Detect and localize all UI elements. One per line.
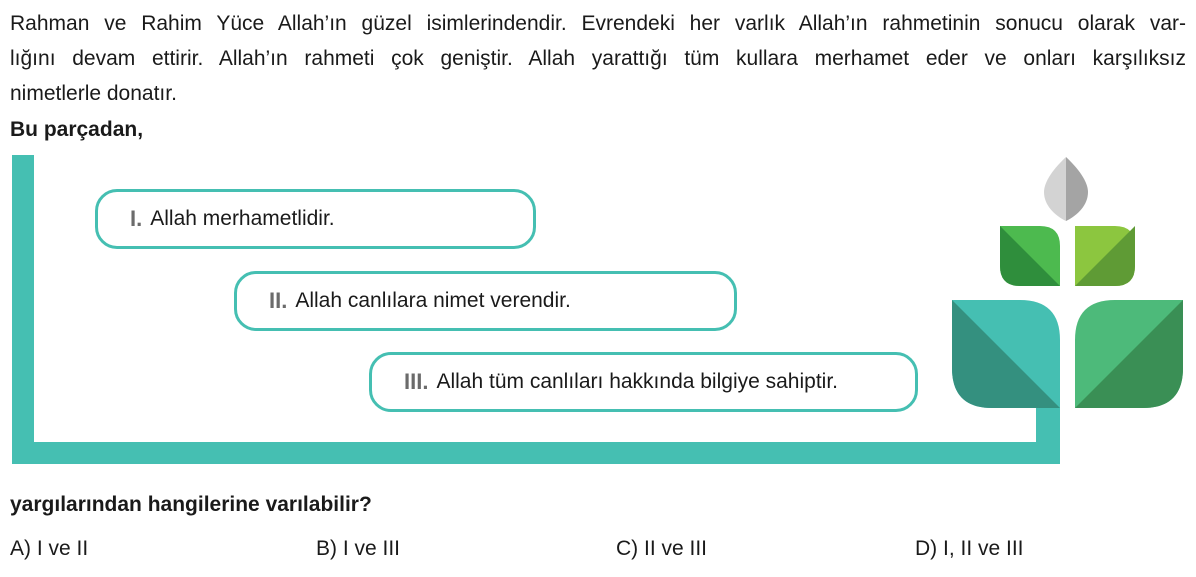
statement-number: II. (269, 288, 288, 313)
option-a[interactable]: A) I ve II (10, 537, 89, 560)
frame-bottom-bar (12, 442, 1060, 464)
option-d[interactable]: D) I, II ve III (915, 537, 1024, 560)
statement-number: I. (130, 206, 143, 231)
option-c[interactable]: C) II ve III (616, 537, 708, 560)
statement-text: Allah merhametlidir. (150, 207, 335, 230)
statement-text: Allah tüm canlıları hakkında bilgiye sahiptir. (436, 370, 838, 393)
question-text: yargılarından hangilerine varılabilir? (10, 493, 372, 516)
frame-right-bar (1036, 400, 1060, 464)
passage-line: Rahman ve Rahim Yüce Allah’ın güzel isimlerindendir. Evrendeki her varlık Allah’ın rahmetinin sonucu olarak var- (10, 12, 1186, 35)
passage-line: nimetlerle donatır. (10, 82, 177, 105)
option-b[interactable]: B) I ve III (316, 537, 401, 560)
statement-2 (234, 271, 737, 331)
passage-line: lığını devam ettirir. Allah’ın rahmeti çok geniştir. Allah yarattığı tüm kullara merhamet eder ve onları karşılıksız (10, 47, 1186, 70)
statement-1 (95, 189, 536, 249)
statement-3 (369, 352, 918, 412)
statement-text: Allah canlılara nimet verendir. (295, 289, 571, 312)
statement-number: III. (404, 369, 429, 394)
plant-icon (952, 157, 1183, 408)
frame-left-bar (12, 155, 34, 464)
lead-text: Bu parçadan, (10, 118, 144, 141)
